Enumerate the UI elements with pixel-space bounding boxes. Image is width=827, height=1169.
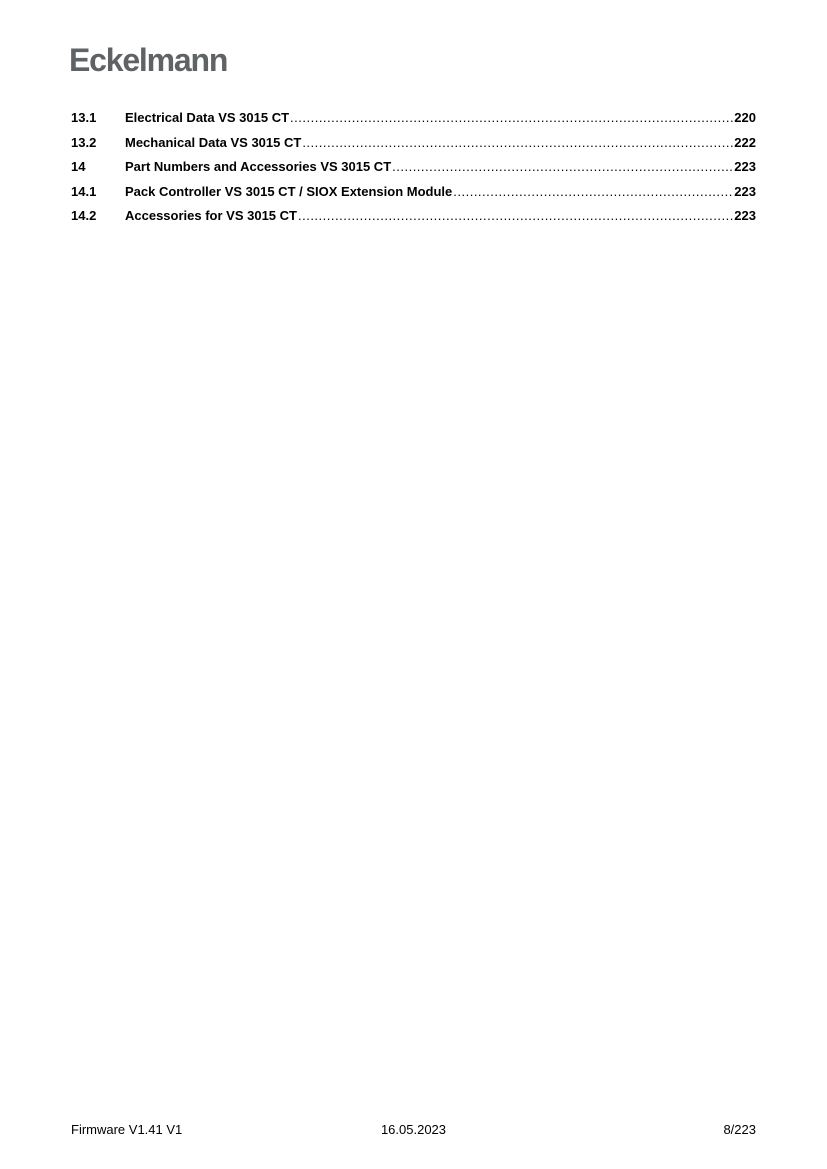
toc-entry-title: Pack Controller VS 3015 CT / SIOX Extension Module <box>125 183 453 199</box>
toc-entry-14[interactable] <box>71 158 756 183</box>
toc-entry-number: 13.1 <box>71 110 97 125</box>
toc-entry-title: Mechanical Data VS 3015 CT <box>125 134 302 150</box>
toc-entry-13-1[interactable] <box>71 109 756 134</box>
toc-entry-number: 14 <box>71 159 86 175</box>
toc-entry-page: 222 <box>734 134 756 150</box>
toc-entry-page: 223 <box>734 208 756 224</box>
toc-entry-title: Part Numbers and Accessories VS 3015 CT <box>125 159 392 175</box>
toc-entry-number: 14.1 <box>71 183 97 199</box>
footer-page-number: 8/223 <box>723 1122 756 1137</box>
toc-dot-leader <box>392 158 733 175</box>
table-of-contents <box>71 109 756 232</box>
eckelmann-logo: Eckelmann <box>69 42 228 78</box>
toc-dot-leader <box>453 183 733 200</box>
toc-entry-14-2[interactable] <box>71 207 756 232</box>
footer-date: 16.05.2023 <box>380 1122 447 1137</box>
toc-entry-title: Accessories for VS 3015 CT <box>125 208 297 224</box>
page-footer <box>71 1121 756 1139</box>
toc-entry-page: 223 <box>734 159 756 175</box>
toc-entry-page: 220 <box>734 110 756 125</box>
toc-dot-leader <box>298 207 733 224</box>
toc-entry-14-1[interactable] <box>71 183 756 208</box>
toc-entry-number: 13.2 <box>71 134 97 150</box>
toc-entry-title: Electrical Data VS 3015 CT <box>125 110 290 125</box>
toc-dot-leader <box>290 109 733 126</box>
toc-entry-number: 14.2 <box>71 208 97 224</box>
footer-firmware-version: Firmware V1.41 V1 <box>71 1122 183 1137</box>
toc-entry-page: 223 <box>734 183 756 199</box>
toc-dot-leader <box>302 134 733 151</box>
toc-entry-13-2[interactable] <box>71 134 756 159</box>
